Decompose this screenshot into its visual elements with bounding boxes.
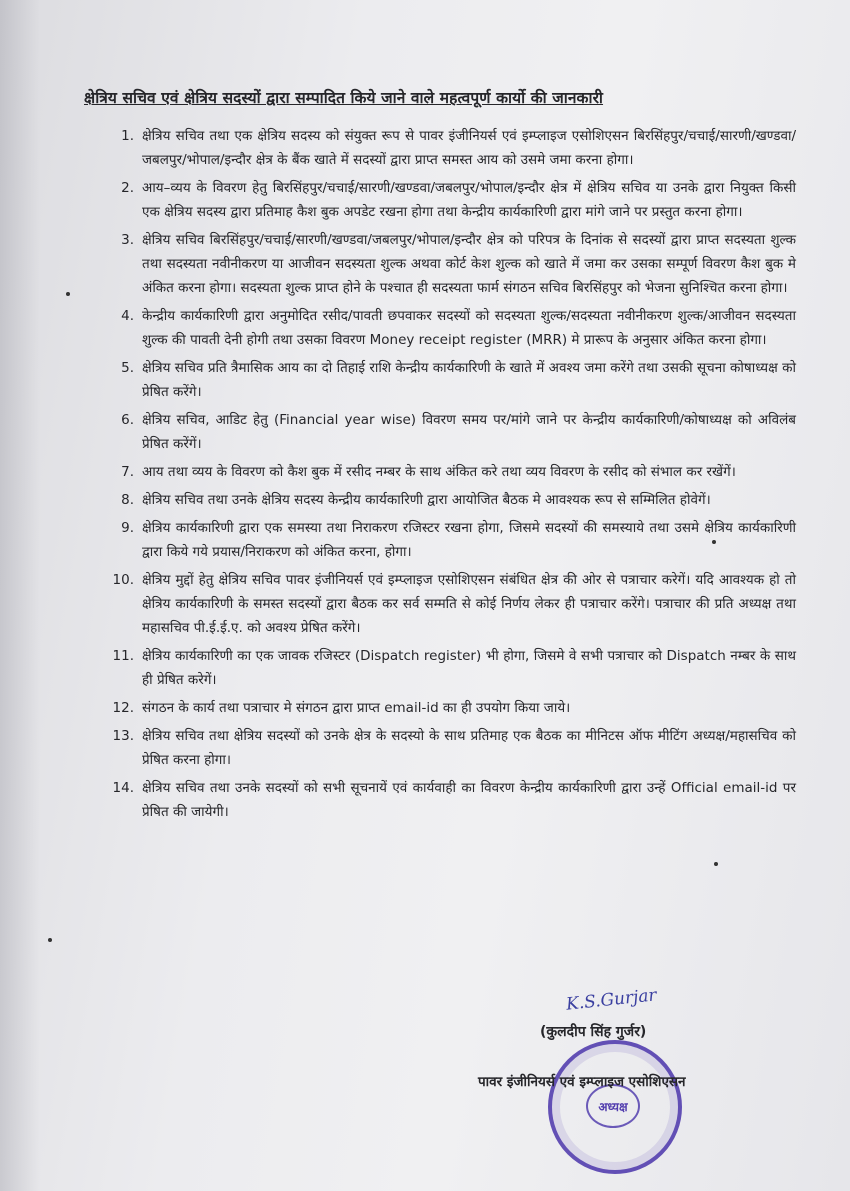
item-text: क्षेत्रिय सचिव बिरसिंहपुर/चचाई/सारणी/खण्डवा/जबलपुर/भोपाल/इन्दौर क्षेत्र को परिपत्र के दिनांक से सदस्यों द्वारा प्राप्त सदस्यता शुल्क तथा सदस्यता नवीनीकरण या आजीवन सदस्यता शुल्क अथवा कोर्ट केश शुल्क को खाते में जमा कर उसका सम्पूर्ण विवरण कैश बुक मे अंकित करना होगा। सदस्यता शुल्क प्राप्त होने के पश्चात ही सदस्यता फार्म संगठन सचिव बिरसिंहपुर को भेजना सुनिश्चित करना होगा। xyxy=(142,232,796,296)
list-item xyxy=(96,304,796,352)
paper-speck xyxy=(66,292,70,296)
list-item xyxy=(96,460,796,484)
signatory-name: (कुलदीप सिंह गुर्जर) xyxy=(540,1024,647,1040)
list-item xyxy=(96,724,796,772)
item-text: क्षेत्रिय सचिव तथा उनके सदस्यों को सभी सूचनायें एवं कार्यवाही का विवरण केन्द्रीय कार्यकारिणी द्वारा उन्हें Official email-id पर प्रेषित की जायेगी। xyxy=(142,780,796,820)
page-shadow xyxy=(0,0,40,1191)
list-item xyxy=(96,696,796,720)
item-text: क्षेत्रिय सचिव तथा एक क्षेत्रिय सदस्य को संयुक्त रूप से पावर इंजीनियर्स एवं इम्प्लाइज एसोशिएसन बिरसिंहपुर/चचाई/सारणी/खण्डवा/जबलपुर/भोपाल/इन्दौर क्षेत्र के बैंक खाते में सदस्यों द्वारा प्राप्त समस्त आय को उसमे जमा करना होगा। xyxy=(142,128,796,168)
item-number: 2. xyxy=(121,180,134,196)
item-text: आय तथा व्यय के विवरण को कैश बुक में रसीद नम्बर के साथ अंकित करे तथा व्यय विवरण के रसीद को संभाल कर रखेंगें। xyxy=(142,464,736,480)
item-number: 14. xyxy=(112,780,134,796)
list-item xyxy=(96,176,796,224)
item-text: आय–व्यय के विवरण हेतु बिरसिंहपुर/चचाई/सारणी/खण्डवा/जबलपुर/भोपाल/इन्दौर क्षेत्र में क्षेत्रिय सचिव या उनके द्वारा नियुक्त किसी एक क्षेत्रिय सदस्य द्वारा प्रतिमाह कैश बुक अपडेट रखना होगा तथा केन्द्रीय कार्यकारिणी द्वारा मांगे जाने पर प्रस्तुत करना होगा। xyxy=(142,180,796,220)
item-number: 4. xyxy=(121,308,134,324)
list-item xyxy=(96,644,796,692)
signatory-organization: पावर इंजीनियर्स एवं इम्प्लाइज एसोशिएसन xyxy=(478,1074,686,1090)
handwritten-signature: K.S.Gurjar xyxy=(565,985,658,1015)
item-number: 12. xyxy=(112,700,134,716)
item-number: 5. xyxy=(121,360,134,376)
list-item xyxy=(96,568,796,640)
item-text: क्षेत्रिय सचिव प्रति त्रैमासिक आय का दो तिहाई राशि केन्द्रीय कार्यकारिणी के खाते में अवश्य जमा करेंगे तथा उसकी सूचना कोषाध्यक्ष को प्रेषित करेंगे। xyxy=(142,360,796,400)
list-item xyxy=(96,124,796,172)
list-item xyxy=(96,356,796,404)
paper-speck xyxy=(712,540,716,544)
item-text: क्षेत्रिय कार्यकारिणी का एक जावक रजिस्टर (Dispatch register) भी होगा, जिसमे वे सभी पत्राचार को Dispatch नम्बर के साथ ही प्रेषित करेगें। xyxy=(142,648,796,688)
paper-speck xyxy=(714,862,718,866)
list-item xyxy=(96,488,796,512)
list-item xyxy=(96,408,796,456)
item-number: 3. xyxy=(121,232,134,248)
item-number: 8. xyxy=(121,492,134,508)
item-number: 1. xyxy=(121,128,134,144)
item-number: 6. xyxy=(121,412,134,428)
seal-center-text: अध्यक्ष xyxy=(598,1099,628,1114)
item-text: संगठन के कार्य तथा पत्राचार मे संगठन द्वारा प्राप्त email-id का ही उपयोग किया जाये। xyxy=(142,700,571,716)
list-item xyxy=(96,516,796,564)
official-seal xyxy=(548,1040,682,1174)
list-item xyxy=(96,776,796,824)
item-number: 13. xyxy=(112,728,134,744)
instruction-list xyxy=(96,124,796,828)
paper-speck xyxy=(48,938,52,942)
item-text: केन्द्रीय कार्यकारिणी द्वारा अनुमोदित रसीद/पावती छपवाकर सदस्यों को सदस्यता शुल्क/सदस्यता नवीनीकरण शुल्क/आजीवन सदस्यता शुल्क की पावती देनी होगी तथा उसका विवरण Money receipt register (MRR) मे प्रारूप के अनुसार अंकित करना होगा। xyxy=(142,308,796,348)
document-title: क्षेत्रिय सचिव एवं क्षेत्रिय सदस्यों द्वारा सम्पादित किये जाने वाले महत्वपूर्ण कार्यो की जानकारी xyxy=(84,89,604,107)
item-text: क्षेत्रिय सचिव, आडिट हेतु (Financial year wise) विवरण समय पर/मांगे जाने पर केन्द्रीय कार्यकारिणी/कोषाध्यक्ष को अविलंब प्रेषित करेंगें। xyxy=(142,412,796,452)
item-text: क्षेत्रिय सचिव तथा क्षेत्रिय सदस्यों को उनके क्षेत्र के सदस्यो के साथ प्रतिमाह एक बैठक का मीनिटस ऑफ मीटिंग अध्यक्ष/महासचिव को प्रेषित करना होगा। xyxy=(142,728,796,768)
item-text: क्षेत्रिय मुद्दों हेतु क्षेत्रिय सचिव पावर इंजीनियर्स एवं इम्प्लाइज एसोशिएसन संबंधित क्षेत्र की ओर से पत्राचार करेगें। यदि आवश्यक हो तो क्षेत्रिय कार्यकारिणी के समस्त सदस्यों द्वारा बैठक कर सर्व सम्मति से कोई निर्णय लेकर ही पत्राचार करेंगे। पत्राचार की प्रति अध्यक्ष तथा महासचिव पी.ई.ई.ए. को अवश्य प्रेषित करेंगे। xyxy=(142,572,796,636)
item-text: क्षेत्रिय सचिव तथा उनके क्षेत्रिय सदस्य केन्द्रीय कार्यकारिणी द्वारा आयोजित बैठक मे आवश्यक रूप से सम्मिलित होवेगें। xyxy=(142,492,711,508)
item-number: 10. xyxy=(112,572,134,588)
item-number: 7. xyxy=(121,464,134,480)
list-item xyxy=(96,228,796,300)
seal-center xyxy=(586,1084,640,1128)
item-number: 9. xyxy=(121,520,134,536)
item-number: 11. xyxy=(112,648,134,664)
item-text: क्षेत्रिय कार्यकारिणी द्वारा एक समस्या तथा निराकरण रजिस्टर रखना होगा, जिसमे सदस्यों की समस्याये तथा उसमे क्षेत्रिय कार्यकारिणी द्वारा किये गये प्रयास/निराकरण को अंकित करना, होगा। xyxy=(142,520,796,560)
